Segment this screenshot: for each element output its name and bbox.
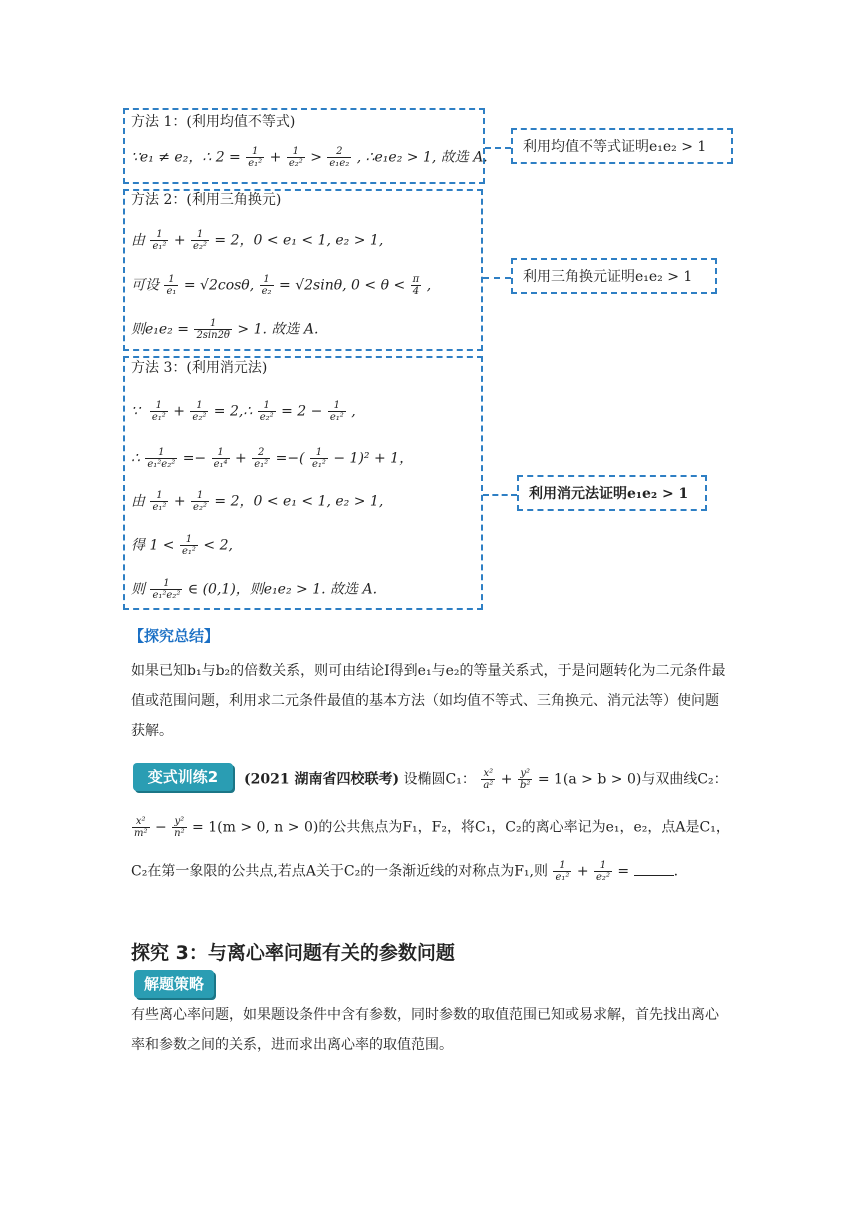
text: =− <box>182 450 207 467</box>
section3-badge: 解题策略 <box>134 970 214 998</box>
text: 设椭圆C₁： <box>403 771 476 788</box>
fraction: $\frac{1}{\text{e₂}}$ <box>261 274 272 297</box>
fraction: $\frac{1}{\text{e₂²}}$ <box>193 490 207 513</box>
method1-line1 <box>131 146 488 169</box>
fraction: $\frac{1}{2\sin 2\theta}$ <box>196 318 230 341</box>
exercise-line3 <box>131 860 678 883</box>
fraction: $\frac{1}{\text{e₁²}}$ <box>555 860 570 883</box>
method1-title: 方法 1：(利用均值不等式) <box>131 114 296 130</box>
text: ∵e₁ ≠ e₂，∴ 2 = <box>131 149 241 166</box>
method2-line3 <box>131 318 318 341</box>
fraction: $\frac{1}{\text{e₂²}}$ <box>193 229 207 252</box>
method2-leader <box>483 277 511 279</box>
text: , <box>426 277 432 294</box>
fraction: $\frac{2}{\text{e₁²}}$ <box>254 447 269 470</box>
method2-title: 方法 2：(利用三角换元) <box>131 192 282 208</box>
text: =−( <box>275 450 305 467</box>
text: 由 <box>131 232 145 249</box>
section3-title: 探究 3：与离心率问题有关的参数问题 <box>131 942 455 964</box>
text: 则 <box>131 581 145 598</box>
method3-line5 <box>131 578 377 601</box>
method1-leader <box>485 147 511 149</box>
text: + <box>576 863 589 880</box>
fraction: $\frac{\text{x²}}{\text{a²}}$ <box>483 768 494 791</box>
method1-note: 利用均值不等式证明e₁e₂ > 1 <box>511 128 733 164</box>
method3-leader <box>483 494 517 496</box>
fraction: $\frac{1}{\text{e₁²}}$ <box>152 490 167 513</box>
text: = 2 − <box>281 403 323 420</box>
fraction: $\frac{1}{\text{e₁⁴}}$ <box>213 447 228 470</box>
text: − <box>154 819 167 836</box>
method3-line2 <box>131 447 413 470</box>
text: ∈ (0,1)，则e₁e₂ > 1. 故选 A. <box>187 581 378 598</box>
text: = √2sinθ, 0 < θ < <box>279 277 406 294</box>
text: ∴ <box>131 450 140 467</box>
text: 得 1 < <box>131 537 175 554</box>
fraction: $\frac{\text{y²}}{\text{b²}}$ <box>519 768 531 791</box>
method3-line4 <box>131 534 233 557</box>
text: < 2, <box>203 537 233 554</box>
exercise-line1 <box>244 768 728 791</box>
method3-line1 <box>131 400 356 423</box>
text: = 1(m > 0, n > 0)的公共焦点为F₁，F₂，将C₁，C₂的离心率记为e₁，e₂，点A是C₁， <box>192 819 730 836</box>
fraction: $\frac{1}{\text{e₂²}}$ <box>288 146 303 169</box>
text: 由 <box>131 493 145 510</box>
text: + <box>235 450 247 467</box>
fraction: $\frac{1}{\text{e₁²}}$ <box>151 400 166 423</box>
text: 可设 <box>131 277 159 294</box>
text: − 1)² + 1， <box>333 450 414 467</box>
fraction: $\frac{\pi}{4}$ <box>412 274 420 297</box>
exercise-line2 <box>131 816 730 839</box>
fraction: $\frac{1}{\text{e₁²}}$ <box>248 146 263 169</box>
text: , <box>351 403 356 420</box>
fraction: $\frac{1}{\text{e₁²e₂²}}$ <box>152 578 181 601</box>
method3-note: 利用消元法证明e₁e₂ > 1 <box>517 475 707 511</box>
text: . <box>673 863 679 880</box>
text: = <box>617 863 630 880</box>
text: + <box>173 232 186 249</box>
fraction: $\frac{1}{\text{e₁}}$ <box>166 274 177 297</box>
fraction: $\frac{1}{\text{e₁²e₂²}}$ <box>147 447 176 470</box>
method2-line1 <box>131 229 383 252</box>
text: > 1. 故选 A. <box>237 321 319 338</box>
fraction: $\frac{1}{\text{e₁²}}$ <box>329 400 344 423</box>
fraction: $\frac{1}{\text{e₁²}}$ <box>152 229 167 252</box>
text: = 2，0 < e₁ < 1, e₂ > 1, <box>214 232 384 249</box>
fraction: $\frac{1}{\text{e₂²}}$ <box>192 400 207 423</box>
fraction: $\frac{1}{\text{e₁²}}$ <box>182 534 196 557</box>
method3-line3 <box>131 490 383 513</box>
text: > <box>310 149 322 166</box>
text: + <box>500 771 513 788</box>
method3-box <box>123 356 483 610</box>
method2-note: 利用三角换元证明e₁e₂ > 1 <box>511 258 717 294</box>
exercise-badge: 变式训练2 <box>133 763 233 791</box>
text: = 2，0 < e₁ < 1, e₂ > 1, <box>214 493 384 510</box>
text: , ∴e₁e₂ > 1, 故选 A. <box>356 149 488 166</box>
answer-blank[interactable] <box>634 863 674 876</box>
text: + <box>173 403 185 420</box>
method3-title: 方法 3：(利用消元法) <box>131 360 268 376</box>
text: ∵ <box>131 403 140 420</box>
section3-text: 有些离心率问题，如果题设条件中含有参数，同时参数的取值范围已知或易求解，首先找出离心率和参数之间的关系，进而求出离心率的取值范围。 <box>131 1007 719 1053</box>
text: C₂在第一象限的公共点,若点A关于C₂的一条渐近线的对称点为F₁,则 <box>131 863 548 880</box>
text: + <box>173 493 186 510</box>
fraction: $\frac{2}{\text{e₁e₂}}$ <box>329 146 350 169</box>
summary-text: 如果已知b₁与b₂的倍数关系，则可由结论Ⅰ得到e₁与e₂的等量关系式，于是问题转化为二元条件最值或范围问题，利用求二元条件最值的基本方法（如均值不等式、三角换元、消元法等）使问题获解。 <box>131 663 726 739</box>
exercise-source: (2021 湖南省四校联考) <box>244 771 400 788</box>
fraction: $\frac{\text{y²}}{\text{n²}}$ <box>174 816 185 839</box>
text: + <box>269 149 282 166</box>
method2-line2 <box>131 274 431 297</box>
summary-heading: 【探究总结】 <box>129 627 220 645</box>
fraction: $\frac{1}{\text{e₂²}}$ <box>259 400 274 423</box>
text: = √2cosθ, <box>183 277 255 294</box>
fraction: $\frac{\text{x²}}{\text{m²}}$ <box>134 816 148 839</box>
fraction: $\frac{1}{\text{e₂²}}$ <box>596 860 610 883</box>
text: = 2,∴ <box>213 403 253 420</box>
fraction: $\frac{1}{\text{e₁²}}$ <box>311 447 326 470</box>
text: = 1(a > b > 0)与双曲线C₂： <box>537 771 728 788</box>
text: 则e₁e₂ = <box>131 321 189 338</box>
